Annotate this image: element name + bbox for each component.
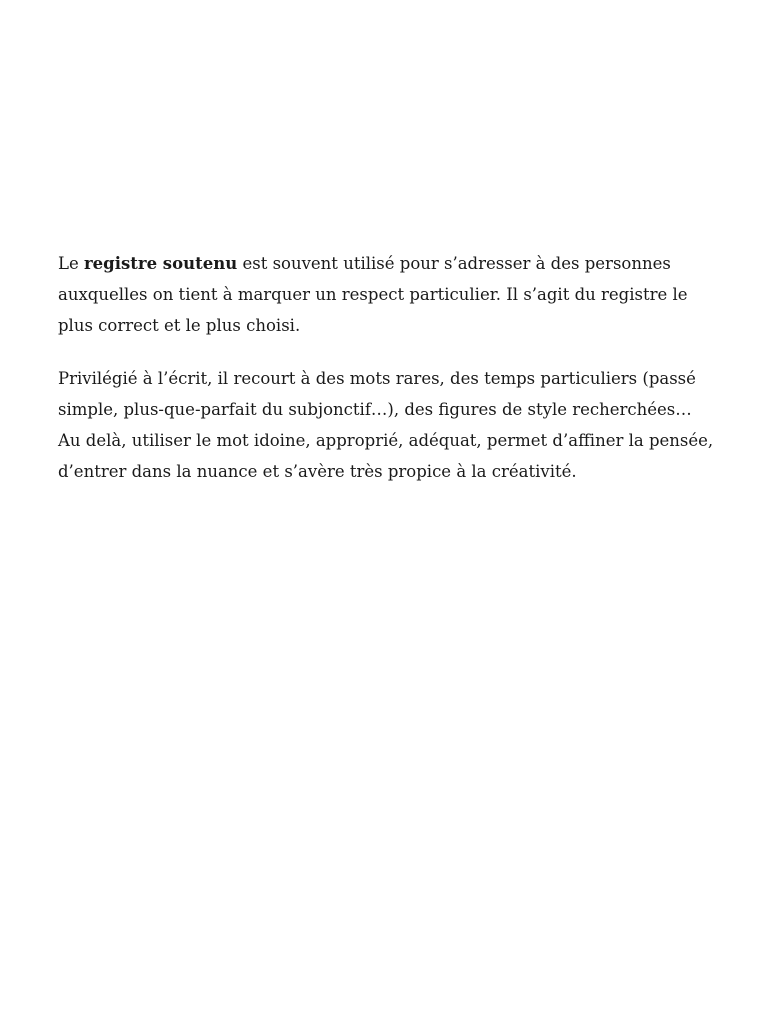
paragraph-registre-soutenu-definition xyxy=(58,248,718,341)
paragraph-registre-soutenu-usage: Privilégié à l’écrit, il recourt à des mots rares, des temps particuliers (passé simple, plus-que-parfait du subjonctif…), des figures de style recherchées… Au delà, utiliser le mot idoine, approprié, adéquat, permet d’affiner la pensée, d’entrer dans la nuance et s’avère très propice à la créativité. xyxy=(58,369,714,481)
term-registre-soutenu: registre soutenu xyxy=(83,254,238,273)
paragraph-1-rest: est souvent utilisé pour s’adresser à des personnes auxquelles on tient à marquer un respect particulier. Il s’agit du registre le plus correct et le plus choisi. xyxy=(58,254,688,335)
article-body xyxy=(58,248,718,509)
paragraph-1-lead: Le xyxy=(58,254,84,273)
